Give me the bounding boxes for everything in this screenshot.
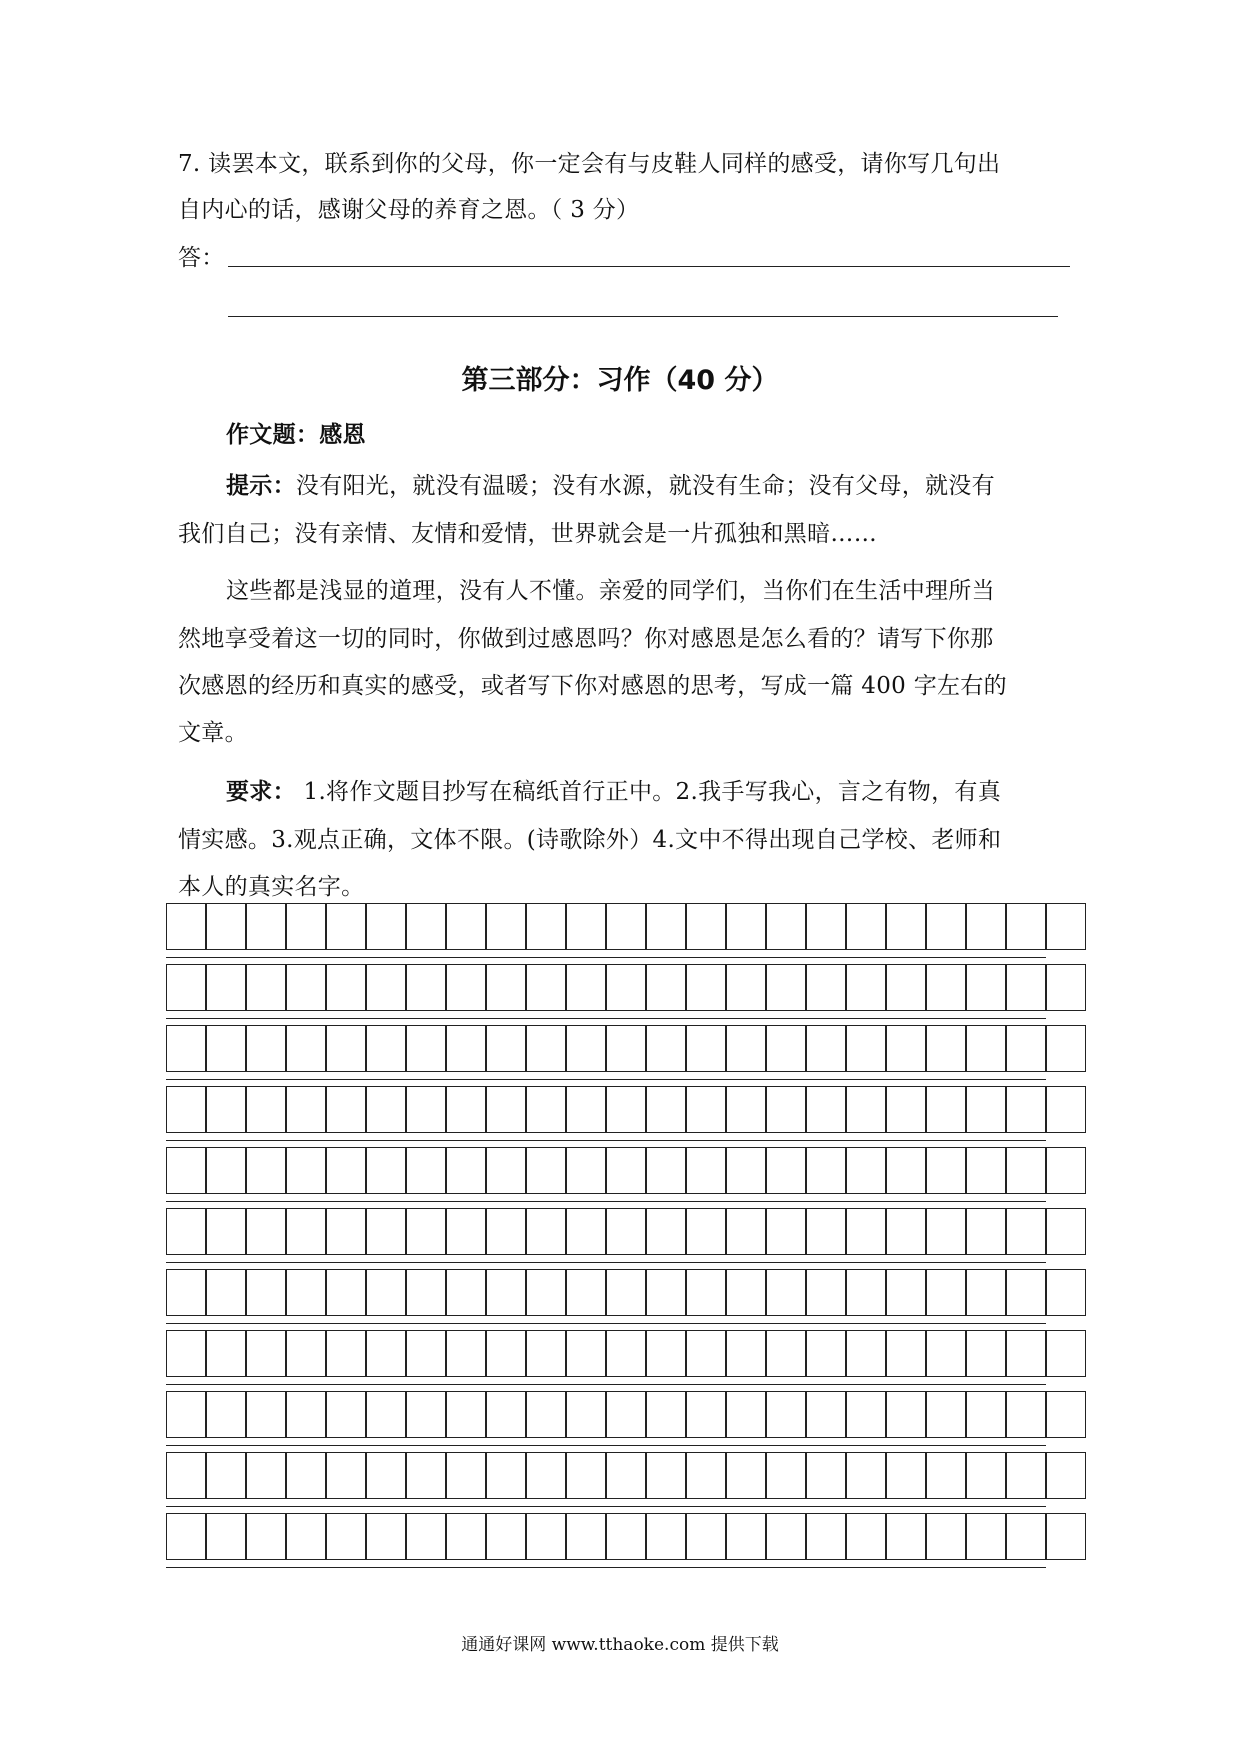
grid-cell[interactable] (966, 1452, 1006, 1499)
grid-cell[interactable] (686, 1208, 726, 1255)
grid-cell[interactable] (606, 1208, 646, 1255)
grid-row (166, 1025, 1086, 1072)
paragraph-line-4: 文章。 (178, 720, 248, 746)
grid-cell[interactable] (966, 1391, 1006, 1438)
essay-topic: 感恩 (319, 422, 366, 448)
grid-cell[interactable] (366, 1452, 406, 1499)
section-title: 第三部分：习作（40 分） (461, 365, 779, 396)
grid-cell[interactable] (646, 1452, 686, 1499)
grid-cell[interactable] (406, 1086, 446, 1133)
grid-cell[interactable] (926, 1208, 966, 1255)
grid-cell[interactable] (286, 964, 326, 1011)
grid-cell[interactable] (486, 1391, 526, 1438)
grid-cell[interactable] (606, 1269, 646, 1316)
grid-cell[interactable] (206, 1269, 246, 1316)
grid-cell[interactable] (926, 1147, 966, 1194)
paragraph-line-2: 然地享受着这一切的同时，你做到过感恩吗？你对感恩是怎么看的？请写下你那 (178, 626, 994, 652)
grid-cell[interactable] (526, 903, 566, 950)
answer-label: 答： (178, 245, 225, 271)
grid-cell[interactable] (766, 1330, 806, 1377)
grid-cell[interactable] (646, 1086, 686, 1133)
requirements-line-2: 情实感。3.观点正确，文体不限。(诗歌除外）4.文中不得出现自己学校、老师和 (178, 827, 1002, 853)
grid-cell[interactable] (246, 1147, 286, 1194)
grid-cell[interactable] (246, 1269, 286, 1316)
grid-cell[interactable] (286, 1208, 326, 1255)
grid-cell[interactable] (886, 903, 926, 950)
grid-cell[interactable] (366, 964, 406, 1011)
grid-row (166, 1330, 1086, 1377)
hint-label: 提示： (226, 473, 296, 499)
grid-cell[interactable] (566, 1208, 606, 1255)
grid-cell[interactable] (246, 1208, 286, 1255)
grid-cell[interactable] (406, 1208, 446, 1255)
grid-cell[interactable] (566, 1269, 606, 1316)
grid-cell[interactable] (486, 1208, 526, 1255)
grid-cell[interactable] (166, 1452, 206, 1499)
grid-cell[interactable] (926, 1269, 966, 1316)
grid-cell[interactable] (686, 1391, 726, 1438)
grid-cell[interactable] (406, 1452, 446, 1499)
grid-cell[interactable] (966, 1330, 1006, 1377)
question-7-line-2: 自内心的话，感谢父母的养育之恩。（ 3 分） (178, 197, 640, 223)
grid-cell[interactable] (166, 1208, 206, 1255)
grid-cell[interactable] (846, 1147, 886, 1194)
requirements-line-3: 本人的真实名字。 (178, 874, 365, 900)
grid-cell[interactable] (606, 964, 646, 1011)
grid-cell[interactable] (246, 1452, 286, 1499)
grid-row (166, 1269, 1086, 1316)
grid-cell[interactable] (766, 1086, 806, 1133)
grid-cell[interactable] (846, 1513, 886, 1560)
grid-cell[interactable] (806, 1330, 846, 1377)
grid-cell[interactable] (766, 1452, 806, 1499)
requirements-label: 要求： (226, 779, 296, 805)
grid-cell[interactable] (326, 1452, 366, 1499)
grid-cell[interactable] (726, 1452, 766, 1499)
grid-cell[interactable] (206, 1086, 246, 1133)
grid-cell[interactable] (886, 1269, 926, 1316)
grid-row-divider (166, 1567, 1046, 1568)
paragraph-line-3: 次感恩的经历和真实的感受，或者写下你对感恩的思考，写成一篇 400 字左右的 (178, 673, 1007, 699)
footer-text: 通通好课网 www.tthaoke.com 提供下载 (461, 1635, 779, 1655)
grid-cell[interactable] (766, 1391, 806, 1438)
grid-cell[interactable] (566, 903, 606, 950)
grid-cell[interactable] (1046, 1025, 1086, 1072)
grid-cell[interactable] (766, 1269, 806, 1316)
grid-cell[interactable] (1046, 1513, 1086, 1560)
grid-cell[interactable] (166, 1147, 206, 1194)
grid-cell[interactable] (406, 1330, 446, 1377)
grid-cell[interactable] (686, 1452, 726, 1499)
grid-cell[interactable] (1006, 1513, 1046, 1560)
paragraph-line-1: 这些都是浅显的道理，没有人不懂。亲爱的同学们，当你们在生活中理所当 (226, 578, 995, 604)
grid-cell[interactable] (646, 964, 686, 1011)
grid-cell[interactable] (846, 1208, 886, 1255)
grid-cell[interactable] (526, 1330, 566, 1377)
grid-cell[interactable] (806, 964, 846, 1011)
grid-row (166, 1452, 1086, 1499)
grid-cell[interactable] (886, 1147, 926, 1194)
grid-cell[interactable] (406, 1025, 446, 1072)
grid-cell[interactable] (286, 1452, 326, 1499)
grid-cell[interactable] (486, 1452, 526, 1499)
hint-text-1: 没有阳光，就没有温暖；没有水源，就没有生命；没有父母，就没有 (295, 473, 995, 499)
grid-cell[interactable] (966, 1269, 1006, 1316)
grid-cell[interactable] (326, 1391, 366, 1438)
grid-cell[interactable] (846, 964, 886, 1011)
grid-cell[interactable] (806, 1452, 846, 1499)
grid-cell[interactable] (926, 903, 966, 950)
grid-cell[interactable] (646, 1330, 686, 1377)
grid-row (166, 1208, 1086, 1255)
grid-cell[interactable] (446, 964, 486, 1011)
grid-cell[interactable] (1006, 1208, 1046, 1255)
grid-cell[interactable] (726, 1025, 766, 1072)
grid-cell[interactable] (566, 1086, 606, 1133)
grid-cell[interactable] (606, 1391, 646, 1438)
grid-cell[interactable] (886, 1452, 926, 1499)
essay-topic-label: 作文题： (226, 422, 320, 448)
grid-cell[interactable] (366, 1086, 406, 1133)
grid-cell[interactable] (286, 1086, 326, 1133)
grid-cell[interactable] (326, 1208, 366, 1255)
grid-cell[interactable] (446, 1330, 486, 1377)
grid-cell[interactable] (246, 903, 286, 950)
grid-cell[interactable] (366, 1208, 406, 1255)
grid-cell[interactable] (606, 903, 646, 950)
grid-cell[interactable] (166, 1330, 206, 1377)
grid-cell[interactable] (366, 1025, 406, 1072)
grid-cell[interactable] (646, 1147, 686, 1194)
grid-cell[interactable] (966, 903, 1006, 950)
grid-cell[interactable] (486, 1147, 526, 1194)
writing-grid[interactable] (166, 903, 1086, 1573)
grid-row-divider (166, 1445, 1046, 1446)
grid-cell[interactable] (886, 1086, 926, 1133)
grid-cell[interactable] (246, 1086, 286, 1133)
grid-cell[interactable] (646, 1269, 686, 1316)
grid-cell[interactable] (1006, 1147, 1046, 1194)
grid-cell[interactable] (486, 1513, 526, 1560)
grid-cell[interactable] (206, 1147, 246, 1194)
grid-cell[interactable] (166, 1025, 206, 1072)
grid-cell[interactable] (486, 1330, 526, 1377)
grid-cell[interactable] (886, 1330, 926, 1377)
grid-cell[interactable] (1046, 964, 1086, 1011)
grid-cell[interactable] (166, 1269, 206, 1316)
grid-cell[interactable] (206, 964, 246, 1011)
grid-cell[interactable] (886, 1391, 926, 1438)
grid-cell[interactable] (1006, 1025, 1046, 1072)
grid-cell[interactable] (1006, 964, 1046, 1011)
grid-cell[interactable] (686, 1513, 726, 1560)
hint-line-2: 我们自己；没有亲情、友情和爱情，世界就会是一片孤独和黑暗…… (178, 521, 877, 547)
grid-cell[interactable] (726, 1391, 766, 1438)
grid-cell[interactable] (1006, 1391, 1046, 1438)
grid-cell[interactable] (206, 1513, 246, 1560)
grid-cell[interactable] (446, 903, 486, 950)
grid-cell[interactable] (1046, 1452, 1086, 1499)
grid-cell[interactable] (206, 1208, 246, 1255)
grid-cell[interactable] (846, 1086, 886, 1133)
grid-cell[interactable] (806, 1086, 846, 1133)
grid-row-divider (166, 1323, 1046, 1324)
grid-cell[interactable] (1046, 1086, 1086, 1133)
grid-cell[interactable] (246, 1513, 286, 1560)
grid-cell[interactable] (526, 1391, 566, 1438)
grid-cell[interactable] (806, 1391, 846, 1438)
grid-cell[interactable] (686, 964, 726, 1011)
grid-cell[interactable] (606, 1147, 646, 1194)
grid-cell[interactable] (286, 1269, 326, 1316)
grid-cell[interactable] (526, 1147, 566, 1194)
grid-cell[interactable] (606, 1513, 646, 1560)
grid-cell[interactable] (166, 903, 206, 950)
grid-cell[interactable] (406, 964, 446, 1011)
grid-cell[interactable] (766, 964, 806, 1011)
grid-cell[interactable] (286, 1330, 326, 1377)
grid-cell[interactable] (326, 964, 366, 1011)
grid-cell[interactable] (486, 1086, 526, 1133)
grid-cell[interactable] (446, 1208, 486, 1255)
question-7-line-1: 7. 读罢本文，联系到你的父母，你一定会有与皮鞋人同样的感受，请你写几句出 (178, 151, 1001, 177)
essay-topic-line (226, 421, 366, 449)
grid-cell[interactable] (366, 1330, 406, 1377)
grid-cell[interactable] (326, 1147, 366, 1194)
grid-cell[interactable] (966, 964, 1006, 1011)
grid-cell[interactable] (206, 1330, 246, 1377)
grid-cell[interactable] (326, 1086, 366, 1133)
grid-cell[interactable] (1046, 1269, 1086, 1316)
grid-cell[interactable] (686, 1147, 726, 1194)
grid-cell[interactable] (526, 1452, 566, 1499)
grid-cell[interactable] (806, 1513, 846, 1560)
grid-cell[interactable] (1006, 1330, 1046, 1377)
grid-cell[interactable] (406, 1391, 446, 1438)
grid-row-divider (166, 1384, 1046, 1385)
grid-cell[interactable] (646, 1025, 686, 1072)
grid-cell[interactable] (606, 1330, 646, 1377)
grid-cell[interactable] (1006, 903, 1046, 950)
grid-cell[interactable] (846, 1269, 886, 1316)
grid-cell[interactable] (686, 1330, 726, 1377)
grid-cell[interactable] (806, 903, 846, 950)
grid-cell[interactable] (686, 903, 726, 950)
grid-row (166, 1391, 1086, 1438)
grid-cell[interactable] (966, 1086, 1006, 1133)
grid-cell[interactable] (206, 1452, 246, 1499)
grid-cell[interactable] (326, 1330, 366, 1377)
grid-cell[interactable] (886, 1208, 926, 1255)
grid-cell[interactable] (766, 1208, 806, 1255)
grid-cell[interactable] (446, 1147, 486, 1194)
grid-cell[interactable] (846, 903, 886, 950)
grid-cell[interactable] (326, 903, 366, 950)
grid-cell[interactable] (1006, 1452, 1046, 1499)
answer-line-1[interactable] (228, 266, 1070, 267)
grid-cell[interactable] (646, 903, 686, 950)
grid-cell[interactable] (926, 964, 966, 1011)
grid-cell[interactable] (406, 903, 446, 950)
grid-cell[interactable] (846, 1330, 886, 1377)
grid-cell[interactable] (486, 903, 526, 950)
grid-cell[interactable] (366, 903, 406, 950)
grid-cell[interactable] (206, 1025, 246, 1072)
grid-cell[interactable] (566, 1330, 606, 1377)
grid-cell[interactable] (406, 1269, 446, 1316)
grid-row-divider (166, 957, 1046, 958)
grid-cell[interactable] (1046, 1391, 1086, 1438)
grid-cell[interactable] (566, 1147, 606, 1194)
grid-cell[interactable] (206, 903, 246, 950)
grid-cell[interactable] (886, 1025, 926, 1072)
grid-cell[interactable] (726, 1208, 766, 1255)
grid-cell[interactable] (726, 964, 766, 1011)
grid-row (166, 964, 1086, 1011)
grid-cell[interactable] (246, 1391, 286, 1438)
requirements-text-1: 1.将作文题目抄写在稿纸首行正中。2.我手写我心，言之有物，有真 (295, 779, 1002, 805)
grid-cell[interactable] (166, 1513, 206, 1560)
requirements-line-1 (226, 778, 1001, 806)
grid-cell[interactable] (806, 1025, 846, 1072)
grid-cell[interactable] (326, 1269, 366, 1316)
grid-cell[interactable] (766, 1025, 806, 1072)
grid-cell[interactable] (966, 1513, 1006, 1560)
grid-cell[interactable] (926, 1452, 966, 1499)
grid-cell[interactable] (726, 1513, 766, 1560)
grid-cell[interactable] (1046, 903, 1086, 950)
grid-cell[interactable] (566, 1452, 606, 1499)
answer-line-2[interactable] (228, 316, 1058, 317)
grid-cell[interactable] (606, 1452, 646, 1499)
grid-cell[interactable] (1046, 1208, 1086, 1255)
grid-cell[interactable] (366, 1147, 406, 1194)
grid-cell[interactable] (966, 1147, 1006, 1194)
grid-cell[interactable] (166, 964, 206, 1011)
grid-cell[interactable] (566, 964, 606, 1011)
grid-cell[interactable] (926, 1391, 966, 1438)
grid-cell[interactable] (526, 964, 566, 1011)
grid-row (166, 1147, 1086, 1194)
grid-cell[interactable] (766, 1147, 806, 1194)
grid-cell[interactable] (926, 1513, 966, 1560)
grid-cell[interactable] (686, 1086, 726, 1133)
grid-cell[interactable] (566, 1025, 606, 1072)
grid-cell[interactable] (326, 1025, 366, 1072)
grid-cell[interactable] (286, 1025, 326, 1072)
grid-cell[interactable] (326, 1513, 366, 1560)
grid-cell[interactable] (486, 964, 526, 1011)
grid-cell[interactable] (846, 1391, 886, 1438)
grid-cell[interactable] (766, 903, 806, 950)
grid-cell[interactable] (886, 1513, 926, 1560)
grid-row (166, 903, 1086, 950)
grid-cell[interactable] (246, 1330, 286, 1377)
grid-cell[interactable] (806, 1208, 846, 1255)
grid-cell[interactable] (166, 1086, 206, 1133)
grid-cell[interactable] (726, 1269, 766, 1316)
grid-cell[interactable] (926, 1025, 966, 1072)
grid-cell[interactable] (1006, 1086, 1046, 1133)
grid-row (166, 1086, 1086, 1133)
grid-cell[interactable] (726, 1086, 766, 1133)
grid-cell[interactable] (726, 1330, 766, 1377)
grid-cell[interactable] (766, 1513, 806, 1560)
grid-cell[interactable] (406, 1147, 446, 1194)
grid-cell[interactable] (366, 1513, 406, 1560)
grid-cell[interactable] (1046, 1147, 1086, 1194)
grid-row-divider (166, 1079, 1046, 1080)
grid-cell[interactable] (806, 1147, 846, 1194)
grid-cell[interactable] (486, 1025, 526, 1072)
grid-cell[interactable] (246, 1025, 286, 1072)
grid-cell[interactable] (686, 1269, 726, 1316)
grid-cell[interactable] (166, 1391, 206, 1438)
grid-cell[interactable] (446, 1391, 486, 1438)
grid-row-divider (166, 1506, 1046, 1507)
grid-cell[interactable] (526, 1025, 566, 1072)
grid-cell[interactable] (406, 1513, 446, 1560)
grid-cell[interactable] (726, 903, 766, 950)
grid-cell[interactable] (646, 1513, 686, 1560)
grid-cell[interactable] (446, 1086, 486, 1133)
grid-cell[interactable] (646, 1391, 686, 1438)
grid-row-divider (166, 1262, 1046, 1263)
grid-cell[interactable] (366, 1269, 406, 1316)
grid-cell[interactable] (526, 1269, 566, 1316)
grid-cell[interactable] (366, 1391, 406, 1438)
grid-row-divider (166, 1140, 1046, 1141)
grid-cell[interactable] (926, 1086, 966, 1133)
grid-cell[interactable] (1046, 1330, 1086, 1377)
grid-cell[interactable] (886, 964, 926, 1011)
grid-cell[interactable] (846, 1025, 886, 1072)
grid-cell[interactable] (846, 1452, 886, 1499)
grid-cell[interactable] (1006, 1269, 1046, 1316)
grid-cell[interactable] (726, 1147, 766, 1194)
grid-cell[interactable] (606, 1025, 646, 1072)
grid-cell[interactable] (526, 1086, 566, 1133)
grid-cell[interactable] (446, 1513, 486, 1560)
grid-row-divider (166, 1018, 1046, 1019)
grid-cell[interactable] (526, 1208, 566, 1255)
grid-cell[interactable] (446, 1269, 486, 1316)
grid-cell[interactable] (286, 1391, 326, 1438)
grid-cell[interactable] (966, 1025, 1006, 1072)
grid-cell[interactable] (646, 1208, 686, 1255)
grid-cell[interactable] (286, 1513, 326, 1560)
grid-cell[interactable] (966, 1208, 1006, 1255)
grid-cell[interactable] (286, 903, 326, 950)
grid-row (166, 1513, 1086, 1560)
grid-cell[interactable] (286, 1147, 326, 1194)
grid-cell[interactable] (686, 1025, 726, 1072)
grid-cell[interactable] (566, 1513, 606, 1560)
grid-row-divider (166, 1201, 1046, 1202)
grid-cell[interactable] (606, 1086, 646, 1133)
grid-cell[interactable] (526, 1513, 566, 1560)
grid-cell[interactable] (446, 1025, 486, 1072)
grid-cell[interactable] (926, 1330, 966, 1377)
grid-cell[interactable] (446, 1452, 486, 1499)
hint-line-1 (226, 472, 995, 500)
grid-cell[interactable] (486, 1269, 526, 1316)
grid-cell[interactable] (206, 1391, 246, 1438)
grid-cell[interactable] (806, 1269, 846, 1316)
grid-cell[interactable] (246, 964, 286, 1011)
grid-cell[interactable] (566, 1391, 606, 1438)
